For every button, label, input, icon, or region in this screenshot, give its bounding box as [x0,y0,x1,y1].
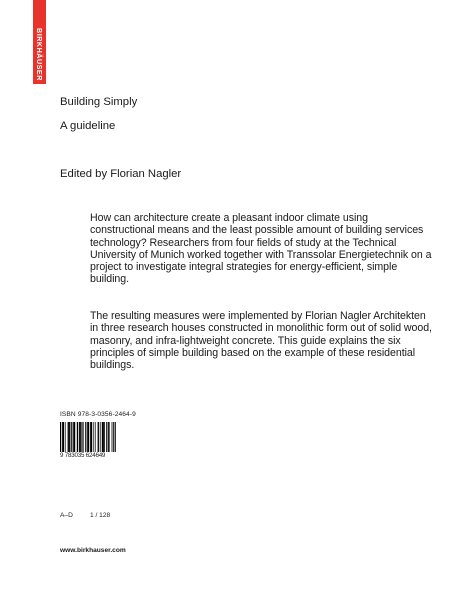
description-paragraph-1: How can architecture create a pleasant indoor climate using constructional means and the least possible amount of building services technology? Researchers from four fields of study at the Technical University of Munich worked together with Transsolar Energietechnik on a project to investigate integral strategies for energy-efficient, simple building. [90,212,432,286]
barcode-digits: 9 783035 624649 [60,452,120,459]
editor-credit: Edited by Florian Nagler [60,168,182,180]
publisher-logo-text: BIRKHÄUSER [35,27,44,81]
isbn-label: ISBN 978-3-0356-2464-9 [60,411,136,418]
page-count: 1 / 128 [90,512,111,519]
sales-region: A–D [60,512,73,519]
book-title: Building Simply [60,96,138,108]
book-subtitle: A guideline [60,120,116,132]
publisher-website: www.birkhauser.com [60,547,126,554]
publisher-logo-tab [33,0,46,84]
description-paragraph-2: The resulting measures were implemented by Florian Nagler Architekten in three research houses constructed in monolithic form out of solid wood, masonry, and infra-lightweight concrete. This guide explains the six principles of simple building based on the example of these residential buildings. [90,310,432,372]
